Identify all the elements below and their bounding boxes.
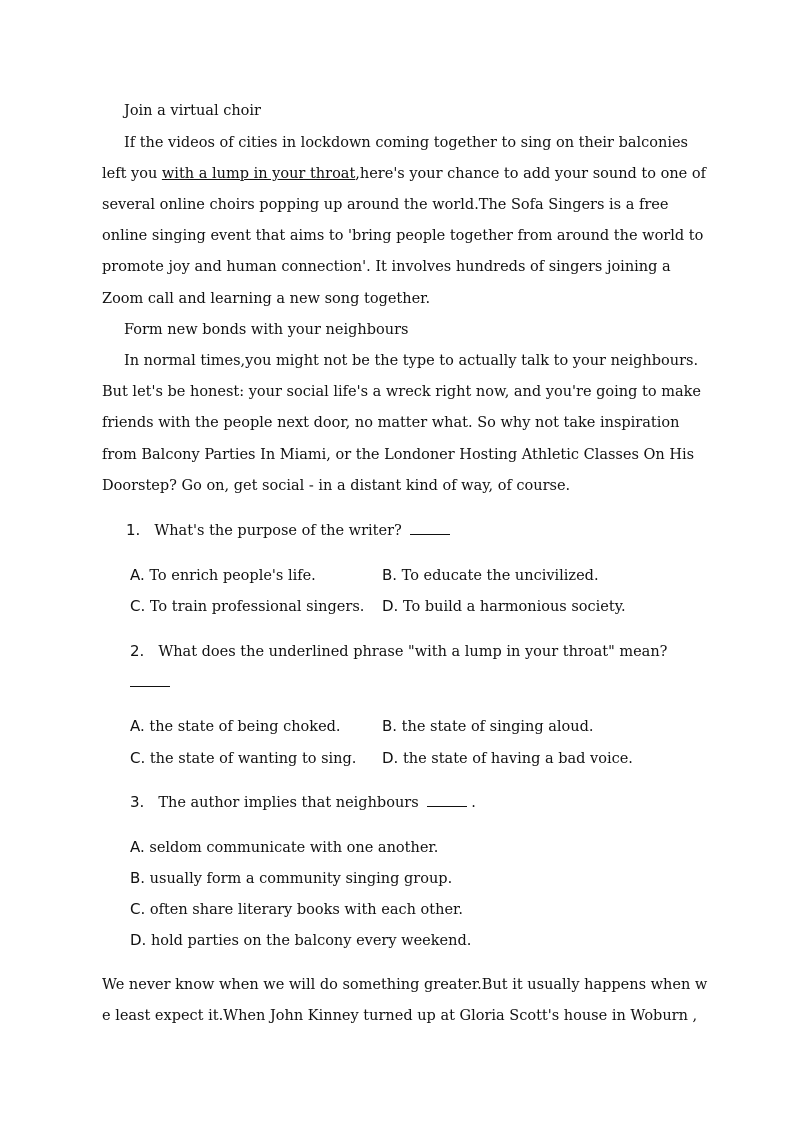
option-text: hold parties on the balcony every weekend. [150, 933, 472, 949]
option-text: seldom communicate with one another. [149, 840, 439, 856]
option-c[interactable] [130, 596, 364, 617]
option-c[interactable] [130, 748, 356, 769]
option-b[interactable] [130, 868, 452, 889]
question-2 [130, 641, 667, 662]
option-a[interactable] [130, 565, 316, 586]
paragraph-line: promote joy and human connection'. It involves hundreds of singers joining a [102, 259, 671, 275]
paragraph-line: In normal times,you might not be the type to actually talk to your neighbours. [124, 353, 699, 369]
option-letter: C. [130, 749, 146, 767]
question-3 [130, 792, 476, 813]
paragraph-line: But let's be honest: your social life's a wreck right now, and you're going to make [102, 384, 701, 400]
option-letter: A. [130, 717, 145, 735]
option-letter: B. [382, 717, 398, 735]
question-text: The author implies that neighbours [158, 795, 419, 811]
paragraph-line: from Balcony Parties In Miami, or the Londoner Hosting Athletic Classes On His [102, 447, 695, 463]
paragraph-line: online singing event that aims to 'bring people together from around the world to [102, 228, 704, 244]
answer-blank-line[interactable] [130, 672, 170, 693]
option-letter: B. [130, 869, 146, 887]
option-a[interactable] [130, 837, 438, 858]
option-text: To build a harmonious society. [402, 599, 626, 615]
paragraph-line: several online choirs popping up around the world.The Sofa Singers is a free [102, 197, 669, 213]
option-letter: B. [382, 566, 398, 584]
section-heading-virtual-choir: Join a virtual choir [124, 103, 261, 119]
question-number: 1. [126, 521, 141, 539]
option-c[interactable] [130, 899, 463, 920]
paragraph-line [102, 164, 706, 184]
option-text: the state of wanting to sing. [149, 751, 357, 767]
option-letter: C. [130, 900, 146, 918]
option-d[interactable] [382, 596, 626, 617]
question-end: . [471, 795, 476, 811]
text-run: ,here's your chance to add your sound to one of [355, 166, 706, 182]
option-text: the state of having a bad voice. [402, 751, 633, 767]
option-a[interactable] [130, 716, 341, 737]
option-text: To train professional singers. [149, 599, 365, 615]
answer-blank[interactable] [410, 520, 450, 535]
answer-blank[interactable] [427, 792, 467, 807]
question-1 [126, 520, 450, 541]
paragraph-line: Doorstep? Go on, get social - in a distant kind of way, of course. [102, 478, 571, 494]
option-text: the state of being choked. [149, 719, 341, 735]
option-text: the state of singing aloud. [401, 719, 594, 735]
option-d[interactable] [130, 930, 471, 951]
option-text: usually form a community singing group. [149, 871, 453, 887]
paragraph-line: Zoom call and learning a new song together. [102, 291, 431, 307]
option-b[interactable] [382, 565, 599, 586]
option-d[interactable] [382, 748, 633, 769]
option-letter: D. [130, 931, 147, 949]
paragraph-line: We never know when we will do something greater.But it usually happens when w [102, 977, 708, 993]
text-run: left you [102, 166, 162, 182]
option-letter: C. [130, 597, 146, 615]
question-text: What's the purpose of the writer? [154, 523, 402, 539]
paragraph-line: e least expect it.When John Kinney turned up at Gloria Scott's house in Woburn , [102, 1008, 698, 1024]
option-text: To enrich people's life. [149, 568, 316, 584]
question-number: 2. [130, 642, 145, 660]
underlined-phrase: with a lump in your throat [161, 166, 356, 182]
paragraph-line: friends with the people next door, no matter what. So why not take inspiration [102, 415, 680, 431]
paragraph-line: If the videos of cities in lockdown coming together to sing on their balconies [124, 135, 688, 151]
answer-blank[interactable] [130, 672, 170, 687]
option-letter: A. [130, 566, 145, 584]
option-b[interactable] [382, 716, 593, 737]
option-text: often share literary books with each other. [149, 902, 463, 918]
option-letter: D. [382, 749, 399, 767]
section-heading-neighbours: Form new bonds with your neighbours [124, 322, 409, 338]
option-letter: D. [382, 597, 399, 615]
option-letter: A. [130, 838, 145, 856]
question-number: 3. [130, 793, 145, 811]
question-text: What does the underlined phrase "with a lump in your throat" mean? [158, 644, 668, 660]
option-text: To educate the uncivilized. [401, 568, 599, 584]
